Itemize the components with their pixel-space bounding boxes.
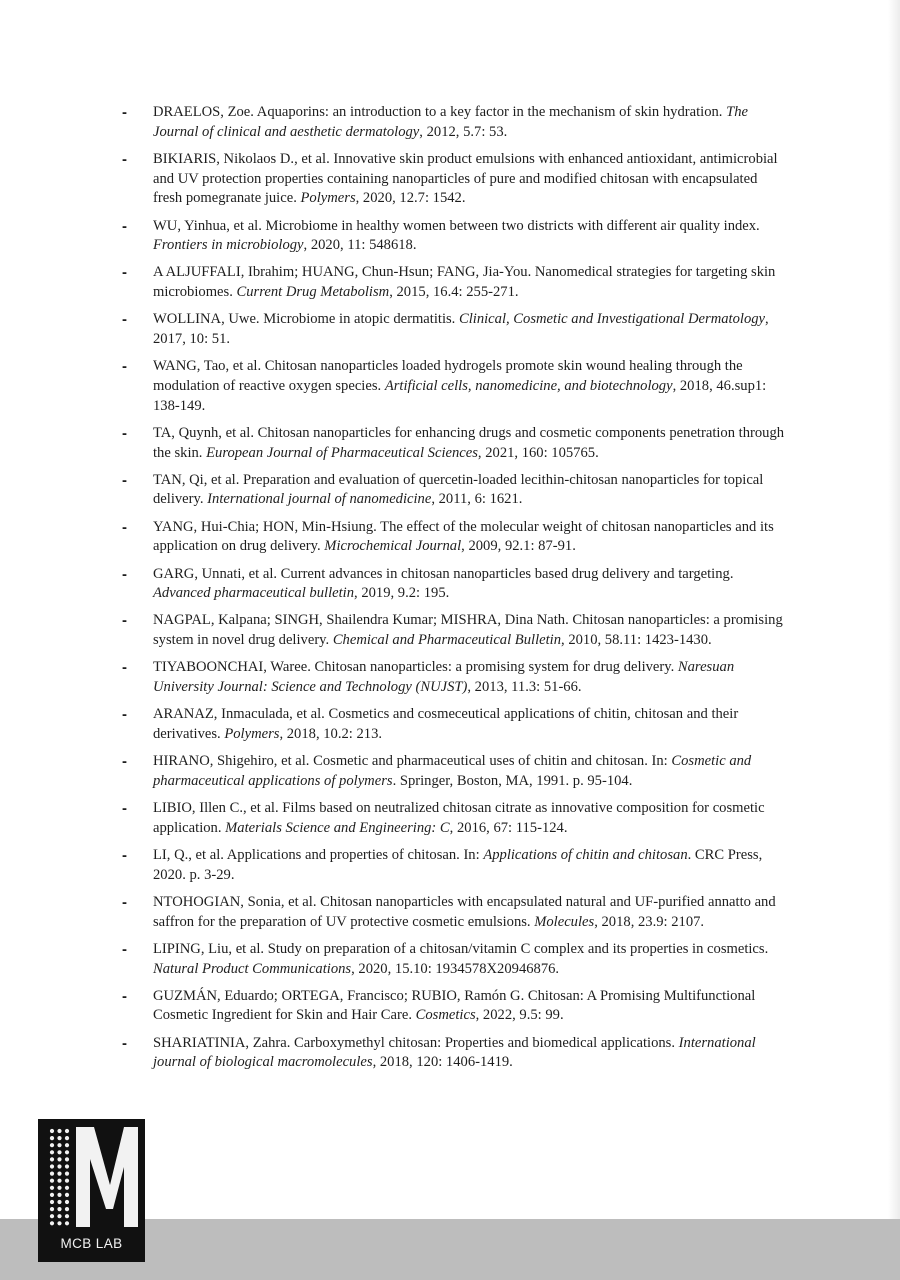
reference-text (153, 218, 760, 254)
reference-source-title: The Journal of clinical and aesthetic dermatology (153, 104, 748, 140)
reference-text (153, 612, 783, 648)
list-dash-marker: - (122, 987, 127, 1005)
reference-segment: GUZMÁN, Eduardo; ORTEGA, Francisco; RUBIO, Ramón G. Chitosan: A Promising Multifunctional Cosmetic Ingredient for Skin and Hair Care. (153, 987, 756, 1024)
reference-segment: HIRANO, Shigehiro, et al. Cosmetic and pharmaceutical uses of chitin and chitosan. In: (153, 753, 672, 770)
reference-item (0, 424, 900, 463)
reference-segment: , 2009, 92.1: 87-91. (461, 538, 576, 555)
reference-source-title: Applications of chitin and chitosan (483, 847, 688, 863)
reference-segment: NTOHOGIAN, Sonia, et al. Chitosan nanoparticles with encapsulated natural and UF-purified annatto and saffron for the preparation of UV protective cosmetic emulsions. (153, 893, 776, 930)
reference-text (153, 519, 774, 555)
list-dash-marker: - (122, 1034, 127, 1052)
reference-segment: LIBIO, Illen C., et al. Films based on neutralized chitosan citrate as innovative composition for cosmetic application. (153, 800, 765, 836)
mcb-lab-logo (38, 1119, 145, 1262)
reference-item (0, 987, 900, 1026)
list-dash-marker: - (122, 800, 127, 818)
reference-item (0, 471, 900, 510)
reference-item (0, 518, 900, 557)
reference-text (153, 264, 775, 300)
reference-source-title: International journal of nanomedicine (207, 491, 432, 508)
reference-segment: SHARIATINIA, Zahra. Carboxymethyl chitosan: Properties and biomedical applications. (153, 1034, 679, 1051)
reference-text (153, 104, 748, 140)
reference-text (153, 706, 738, 742)
reference-text (153, 472, 763, 508)
reference-source-title: Molecules (534, 913, 595, 930)
reference-segment: A ALJUFFALI, Ibrahim; HUANG, Chun-Hsun; FANG, Jia-You. Nanomedical strategies for targeting skin microbiomes. (153, 264, 776, 301)
list-dash-marker: - (122, 518, 127, 536)
reference-source-title: Advanced pharmaceutical bulletin (153, 585, 355, 602)
reference-segment: TIYABOONCHAI, Waree. Chitosan nanoparticles: a promising system for drug delivery. (153, 659, 678, 676)
reference-segment: , 2018, 120: 1406-1419. (372, 1054, 513, 1071)
reference-segment: ARANAZ, Inmaculada, et al. Cosmetics and cosmeceutical applications of chitin, chitosan and their derivatives. (153, 706, 739, 742)
reference-source-title: Frontiers in microbiology (153, 237, 304, 254)
list-dash-marker: - (122, 659, 127, 677)
list-dash-marker: - (122, 612, 127, 630)
reference-segment: , 2013, 11.3: 51-66. (467, 679, 582, 696)
list-dash-marker: - (122, 940, 127, 958)
reference-segment: NAGPAL, Kalpana; SINGH, Shailendra Kumar; MISHRA, Dina Nath. Chitosan nanoparticles: a promising system in novel drug delivery. (153, 612, 783, 649)
reference-item (0, 893, 900, 932)
reference-item (0, 846, 900, 885)
reference-segment: , 2020, 11: 548618. (303, 237, 417, 254)
reference-segment: , 2020, 15.10: 1934578X20946876. (351, 960, 560, 977)
reference-source-title: Cosmetics (415, 1007, 476, 1024)
reference-text (153, 151, 778, 206)
list-dash-marker: - (122, 471, 127, 489)
reference-segment: , 2012, 5.7: 53. (419, 123, 508, 140)
logo-text: MCB LAB (60, 1236, 123, 1251)
reference-segment: TA, Quynh, et al. Chitosan nanoparticles for enhancing drugs and cosmetic components penetration through the skin. (153, 424, 785, 461)
reference-text (153, 941, 768, 977)
reference-segment: , 2018, 46.sup1: 138-149. (153, 377, 767, 414)
reference-source-title: European Journal of Pharmaceutical Sciences (206, 444, 478, 461)
reference-text (153, 753, 751, 789)
reference-text (153, 659, 734, 695)
reference-source-title: Materials Science and Engineering: C (225, 819, 450, 836)
reference-item (0, 658, 900, 697)
reference-item (0, 263, 900, 302)
list-dash-marker: - (122, 706, 127, 724)
reference-segment: , 2019, 9.2: 195. (354, 585, 450, 602)
reference-segment: , 2018, 23.9: 2107. (594, 913, 705, 930)
reference-source-title: Microchemical Journal (324, 538, 462, 555)
reference-text (153, 566, 733, 602)
reference-item (0, 611, 900, 650)
reference-text (153, 311, 769, 347)
reference-segment: LI, Q., et al. Applications and properties of chitosan. In: (153, 847, 484, 863)
reference-text (153, 800, 765, 836)
reference-segment: LIPING, Liu, et al. Study on preparation of a chitosan/vitamin C complex and its properties in cosmetics. (153, 940, 769, 957)
list-dash-marker: - (122, 311, 127, 329)
list-dash-marker: - (122, 893, 127, 911)
reference-segment: GARG, Unnati, et al. Current advances in chitosan nanoparticles based drug delivery and targeting. (153, 565, 734, 582)
reference-item (0, 705, 900, 744)
reference-item (0, 1034, 900, 1073)
reference-segment: , 2017, 10: 51. (153, 311, 769, 348)
reference-source-title: Chemical and Pharmaceutical Bulletin (332, 632, 562, 649)
reference-segment: WU, Yinhua, et al. Microbiome in healthy women between two districts with different air quality index. (153, 217, 760, 234)
reference-source-title: Cosmetic and pharmaceutical applications of polymers (153, 753, 752, 789)
reference-source-title: Clinical, Cosmetic and Investigational Dermatology (458, 311, 766, 328)
reference-segment: , 2020, 12.7: 1542. (355, 190, 466, 207)
reference-list (0, 103, 900, 1081)
list-dash-marker: - (122, 753, 127, 771)
list-dash-marker: - (122, 565, 127, 583)
list-dash-marker: - (122, 217, 127, 235)
reference-segment: DRAELOS, Zoe. Aquaporins: an introduction to a key factor in the mechanism of skin hydration. (153, 104, 727, 120)
reference-item (0, 150, 900, 209)
reference-segment: , 2016, 67: 115-124. (449, 819, 568, 836)
reference-text (153, 988, 755, 1024)
list-dash-marker: - (122, 104, 127, 121)
reference-item (0, 799, 900, 838)
reference-source-title: Artificial cells, nanomedicine, and biotechnology (384, 377, 673, 394)
reference-source-title: Natural Product Communications (153, 960, 352, 977)
reference-segment: , 2010, 58.11: 1423-1430. (561, 632, 712, 649)
logo-m-glyph (38, 1119, 145, 1234)
reference-segment: , 2011, 6: 1621. (431, 491, 523, 508)
reference-segment: TAN, Qi, et al. Preparation and evaluation of quercetin-loaded lecithin-chitosan nanoparticles for topical delivery. (153, 471, 764, 508)
reference-segment: , 2022, 9.5: 99. (475, 1007, 564, 1024)
list-dash-marker: - (122, 264, 127, 282)
reference-segment: BIKIARIS, Nikolaos D., et al. Innovative skin product emulsions with enhanced antioxidant, antimicrobial and UV protection properties containing nanoparticles of pure and modified chitosan with encapsulated fresh pomegranate juice. (153, 150, 778, 207)
list-dash-marker: - (122, 358, 127, 376)
reference-item (0, 565, 900, 604)
reference-text (153, 358, 766, 413)
reference-source-title: Polymers (300, 190, 356, 207)
reference-item (0, 103, 900, 142)
reference-segment: WANG, Tao, et al. Chitosan nanoparticles loaded hydrogels promote skin wound healing through the modulation of reactive oxygen species. (153, 358, 743, 394)
reference-segment: , 2015, 16.4: 255-271. (389, 284, 519, 301)
reference-source-title: Polymers (224, 725, 280, 742)
reference-text (153, 847, 762, 883)
reference-segment: , 2018, 10.2: 213. (279, 725, 383, 742)
list-dash-marker: - (122, 150, 127, 168)
reference-text (153, 425, 784, 461)
reference-segment: . Springer, Boston, MA, 1991. p. 95-104. (392, 772, 633, 789)
reference-text (153, 1035, 756, 1071)
reference-item (0, 310, 900, 349)
reference-item (0, 752, 900, 791)
reference-text (153, 894, 776, 930)
reference-segment: YANG, Hui-Chia; HON, Min-Hsiung. The effect of the molecular weight of chitosan nanoparticles and its application on drug delivery. (153, 518, 774, 555)
list-dash-marker: - (122, 424, 127, 442)
reference-source-title: Naresuan University Journal: Science and Technology (NUJST) (153, 659, 735, 696)
reference-segment: , 2021, 160: 105765. (477, 444, 599, 461)
list-dash-marker: - (122, 847, 127, 864)
reference-source-title: Current Drug Metabolism (236, 284, 390, 301)
reference-item (0, 940, 900, 979)
reference-source-title: International journal of biological macromolecules (153, 1034, 756, 1071)
reference-item (0, 217, 900, 256)
reference-segment: WOLLINA, Uwe. Microbiome in atopic dermatitis. (153, 311, 459, 328)
reference-item (0, 357, 900, 416)
reference-segment: . CRC Press, 2020. p. 3-29. (153, 847, 763, 883)
